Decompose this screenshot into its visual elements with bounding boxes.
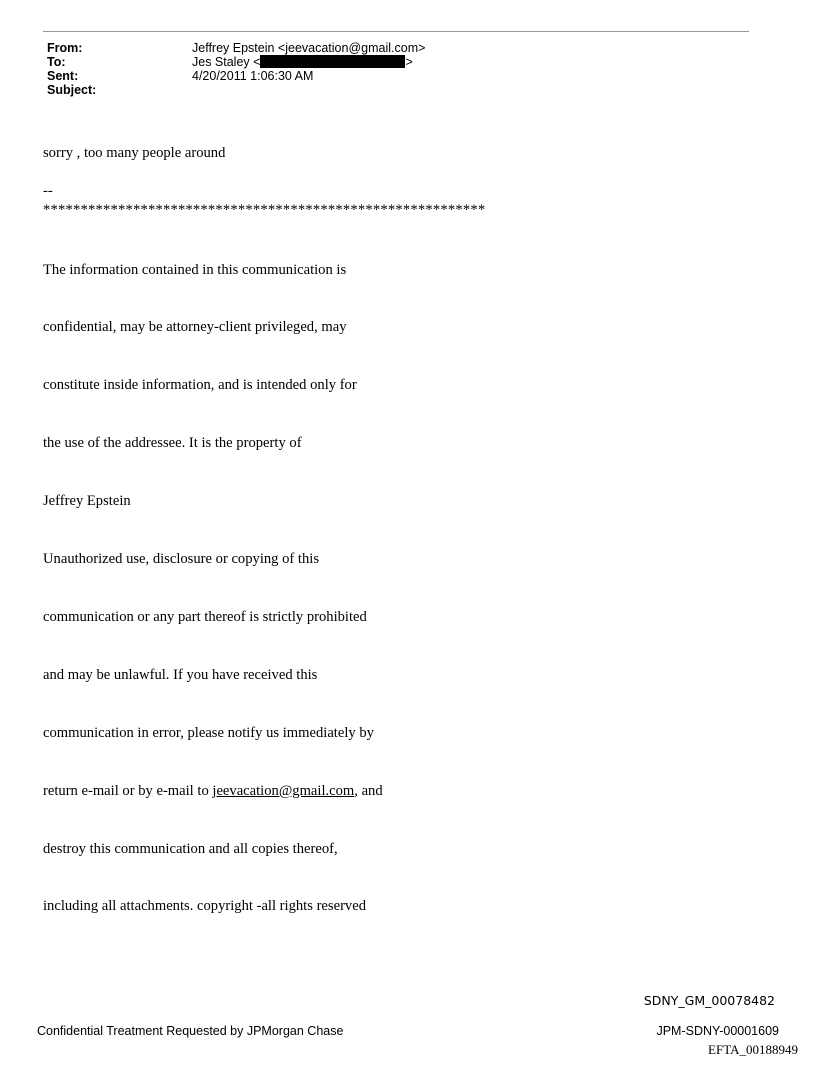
disclaimer-return-line <box>43 782 383 801</box>
subject-row <box>47 83 425 97</box>
bates-number-efta: EFTA_00188949 <box>708 1042 798 1057</box>
return-line-suffix: , and <box>354 782 383 799</box>
disclaimer-line: constitute inside information, and is intended only for <box>43 377 357 394</box>
signature-separator: -- <box>43 183 53 199</box>
disclaimer-line: communication in error, please notify us immediately by <box>43 724 374 741</box>
from-label: From: <box>47 41 83 55</box>
confidentiality-disclaimer <box>43 222 383 936</box>
asterisk-divider: *********************************************************** <box>43 202 486 218</box>
sent-row <box>47 69 425 83</box>
confidential-treatment-notice: Confidential Treatment Requested by JPMorgan Chase <box>37 1024 344 1038</box>
disclaimer-line: The information contained in this communication is <box>43 261 347 278</box>
disclaimer-line: Unauthorized use, disclosure or copying of this <box>43 551 320 568</box>
bates-number-sdny-gm: SDNY_GM_00078482 <box>643 993 775 1008</box>
to-row <box>47 55 425 69</box>
sent-label: Sent: <box>47 69 79 83</box>
disclaimer-line: destroy this communication and all copies thereof, <box>43 840 338 857</box>
redaction-box <box>260 55 405 68</box>
to-value <box>192 55 413 69</box>
email-header <box>47 41 425 97</box>
disclaimer-line: the use of the addressee. It is the property of <box>43 435 302 452</box>
subject-label: Subject: <box>47 83 97 97</box>
to-label: To: <box>47 55 66 69</box>
from-row <box>47 41 425 55</box>
disclaimer-line: and may be unlawful. If you have received this <box>43 666 318 683</box>
disclaimer-line: Jeffrey Epstein <box>43 493 131 510</box>
from-value: Jeffrey Epstein <jeevacation@gmail.com> <box>192 41 426 55</box>
disclaimer-line: including all attachments. copyright -all rights reserved <box>43 898 366 915</box>
disclaimer-line: communication or any part thereof is strictly prohibited <box>43 608 367 625</box>
to-close-bracket: > <box>405 55 413 69</box>
to-name: Jes Staley < <box>192 55 261 69</box>
header-divider <box>43 31 749 32</box>
email-link[interactable]: jeevacation@gmail.com <box>212 782 355 799</box>
sent-value: 4/20/2011 1:06:30 AM <box>192 69 314 83</box>
return-line-prefix: return e-mail or by e-mail to <box>43 782 213 799</box>
bates-number-jpm: JPM-SDNY-00001609 <box>656 1024 779 1038</box>
message-text: sorry , too many people around <box>43 145 226 161</box>
disclaimer-line: confidential, may be attorney-client privileged, may <box>43 319 347 336</box>
